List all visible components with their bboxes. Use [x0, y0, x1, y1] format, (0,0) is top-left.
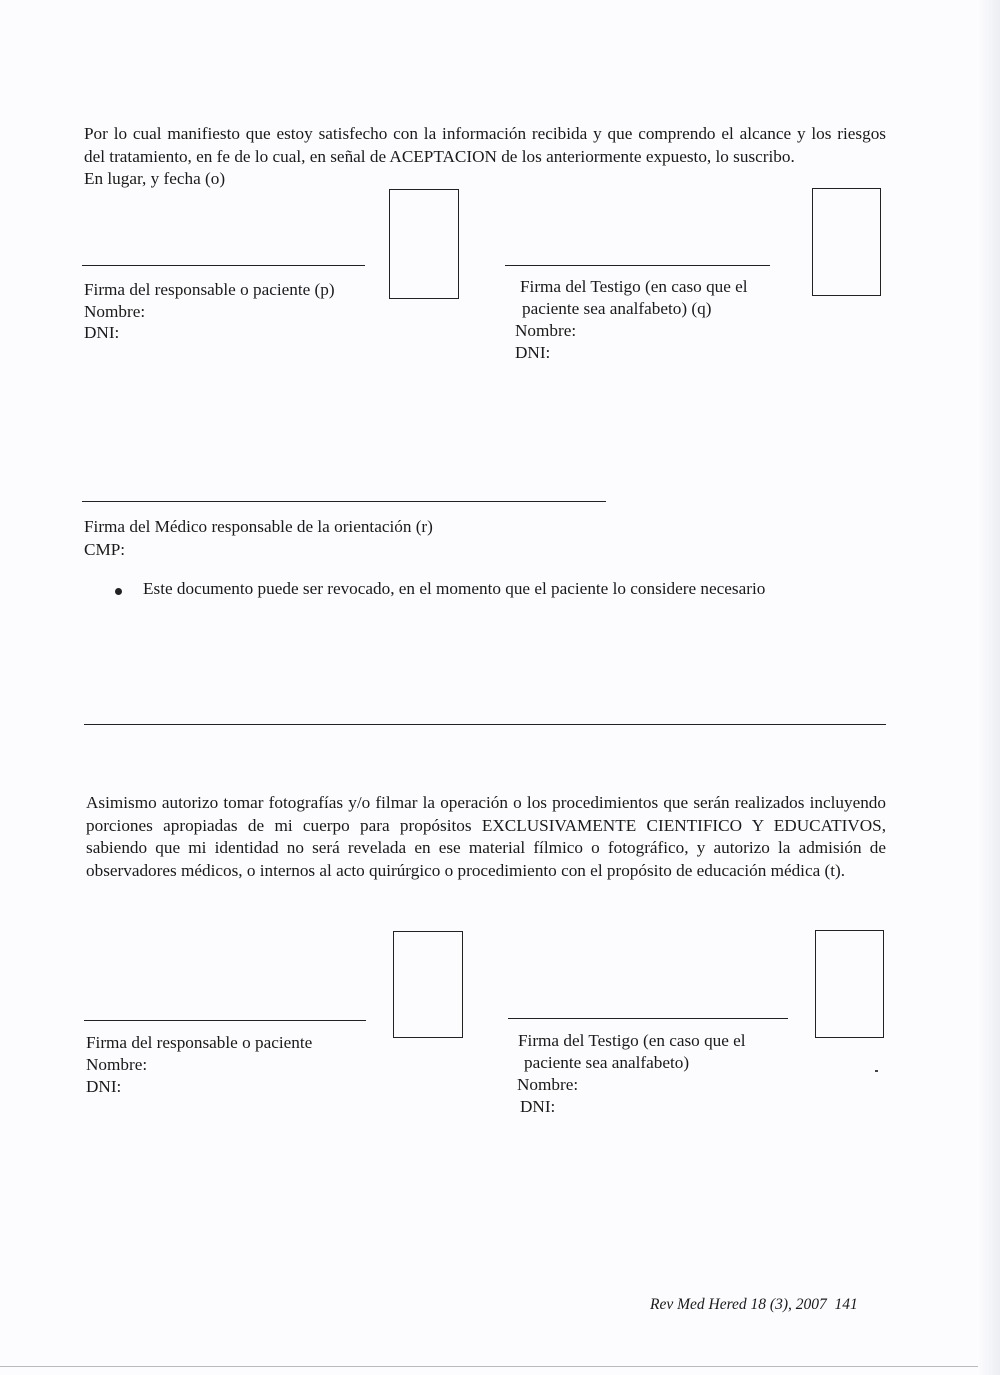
- authorization-line-3: sabiendo que mi identidad no será revelada en ese material fílmico o fotográfico, y autorizo la admisión de: [86, 838, 886, 857]
- patient-id-label-top: DNI:: [84, 323, 120, 342]
- patient-name-label-top: Nombre:: [84, 302, 146, 321]
- patient-id-label-bottom: DNI:: [86, 1077, 122, 1096]
- scan-speck: [875, 1070, 878, 1072]
- authorization-line-1: Asimismo autorizo tomar fotografías y/o filmar la operación o los procedimientos que serán realizados incluyendo: [86, 793, 886, 812]
- revocation-note: Este documento puede ser revocado, en el momento que el paciente lo considere necesario: [143, 579, 766, 598]
- witness-fingerprint-box-top[interactable]: [812, 188, 881, 296]
- witness-signature-label-bottom-2: paciente sea analfabeto): [524, 1053, 690, 1072]
- witness-id-label-bottom: DNI:: [520, 1097, 556, 1116]
- patient-name-label-bottom: Nombre:: [86, 1055, 148, 1074]
- witness-signature-line-top[interactable]: [505, 265, 770, 266]
- authorization-line-2: porciones apropiadas de mi cuerpo para propósitos EXCLUSIVAMENTE CIENTIFICO Y EDUCATIVOS,: [86, 815, 886, 835]
- doctor-signature-line[interactable]: [82, 501, 606, 502]
- witness-signature-label-top-1: Firma del Testigo (en caso que el: [520, 277, 748, 296]
- section-separator: [84, 724, 886, 725]
- witness-name-label-bottom: Nombre:: [517, 1075, 579, 1094]
- patient-signature-label-top: Firma del responsable o paciente (p): [84, 280, 335, 299]
- patient-fingerprint-box-top[interactable]: [389, 189, 459, 299]
- patient-signature-line-bottom[interactable]: [84, 1020, 366, 1021]
- witness-name-label-top: Nombre:: [515, 321, 577, 340]
- bullet-icon: [115, 588, 122, 595]
- citation-text: Rev Med Hered 18 (3), 2007: [650, 1296, 827, 1313]
- witness-signature-label-bottom-1: Firma del Testigo (en caso que el: [518, 1031, 746, 1050]
- patient-fingerprint-box-bottom[interactable]: [393, 931, 463, 1038]
- witness-signature-label-top-2: paciente sea analfabeto) (q): [522, 299, 712, 318]
- intro-paragraph: [84, 123, 886, 191]
- witness-id-label-top: DNI:: [515, 343, 551, 362]
- authorization-line-4: observadores médicos, o internos al acto quirúrgico o procedimiento con el propósito de educación médica (t).: [86, 860, 846, 880]
- doctor-signature-label: Firma del Médico responsable de la orientación (r): [84, 517, 433, 536]
- intro-line-3: En lugar, y fecha (o): [84, 169, 226, 188]
- authorization-paragraph: [86, 792, 886, 882]
- page-number: 141: [834, 1296, 858, 1313]
- journal-citation: [650, 1296, 858, 1314]
- witness-fingerprint-box-bottom[interactable]: [815, 930, 884, 1038]
- patient-signature-label-bottom: Firma del responsable o paciente: [86, 1033, 313, 1052]
- intro-line-1: Por lo cual manifiesto que estoy satisfecho con la información recibida y que comprendo el alcance y los riesgos: [84, 124, 886, 143]
- page-edge-rule: [0, 1366, 1000, 1367]
- doctor-cmp-label: CMP:: [84, 540, 126, 559]
- witness-signature-line-bottom[interactable]: [508, 1018, 788, 1019]
- patient-signature-line-top[interactable]: [82, 265, 365, 266]
- intro-line-2: del tratamiento, en fe de lo cual, en señal de ACEPTACION de los anteriormente expuesto, lo suscribo.: [84, 146, 795, 166]
